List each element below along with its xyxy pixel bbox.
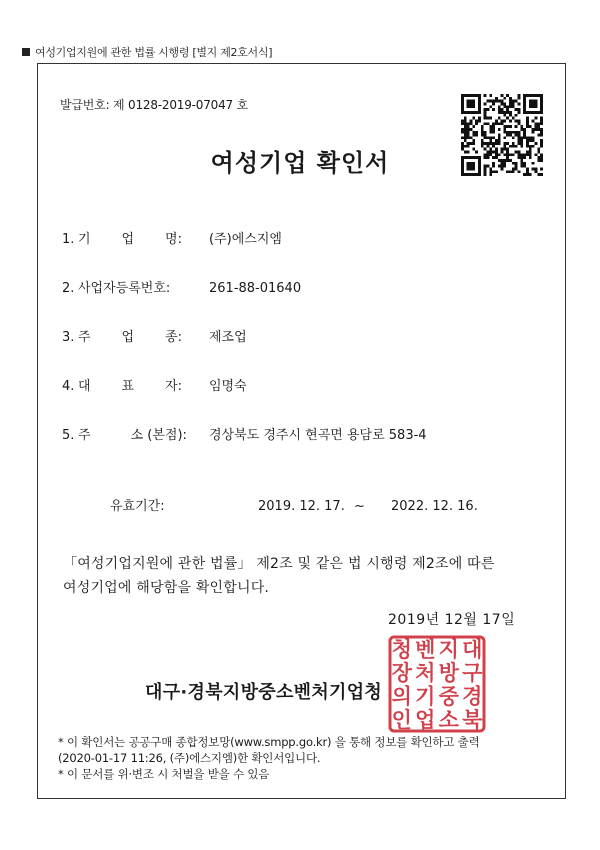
industry-value: 제조업 — [209, 330, 247, 345]
company-name-value: (주)에스지엠 — [209, 232, 282, 247]
issue-number: 발급번호: 제 0128-2019-07047 호 — [60, 98, 248, 112]
seal-char: 대 — [462, 637, 483, 662]
field-number: 1. — [62, 232, 75, 247]
seal-char: 벤 — [415, 637, 436, 662]
label-char: 명: — [165, 232, 182, 247]
seal-char: 방 — [438, 660, 459, 685]
label-char: 자: — [165, 379, 182, 394]
seal-char: 의 — [391, 684, 412, 709]
label-char: 대 — [78, 379, 91, 394]
seal-char: 북 — [462, 707, 483, 732]
label-char: 업 — [121, 232, 135, 247]
seal-char: 소 — [438, 707, 459, 732]
label-char: 주 — [78, 428, 91, 443]
seal-char: 경 — [462, 684, 483, 709]
label-text: 소 (본점): — [130, 428, 187, 443]
statement-line-2: 여성기업에 해당함을 확인합니다. — [63, 580, 270, 596]
address-value: 경상북도 경주시 현곡면 용담로 583-4 — [209, 428, 427, 443]
footer-notes — [58, 734, 558, 782]
field-number: 4. — [62, 379, 75, 394]
field-number: 5. — [62, 428, 75, 443]
field-label — [78, 426, 188, 446]
form-reference — [22, 44, 272, 60]
label-char: 표 — [121, 379, 135, 394]
label-char: 업 — [121, 330, 135, 345]
seal-char: 장 — [391, 660, 412, 685]
official-seal — [386, 633, 488, 735]
field-number: 2. — [62, 281, 75, 296]
issuer-name: 대구·경북지방중소벤처기업청 — [145, 682, 383, 703]
seal-char: 기 — [415, 684, 436, 709]
business-number-value: 261-88-01640 — [209, 281, 302, 296]
issue-date: 2019년 12월 17일 — [388, 612, 516, 628]
form-reference-text: 여성기업지원에 관한 법률 시행령 [별지 제2호서식] — [35, 46, 273, 59]
confirmation-statement — [63, 552, 543, 600]
representative-value: 임명숙 — [209, 379, 247, 394]
note-line-3: * 이 문서를 위·변조 시 처벌을 받을 수 있음 — [58, 767, 270, 781]
validity-end: 2022. 12. 16. — [391, 499, 478, 514]
validity-separator: ~ — [354, 499, 365, 514]
validity-label: 유효기간: — [110, 499, 165, 514]
field-label — [78, 328, 182, 348]
seal-char: 지 — [438, 637, 459, 662]
seal-char: 처 — [415, 660, 436, 685]
square-bullet-icon — [22, 48, 30, 56]
note-line-1: * 이 확인서는 공공구매 종합정보망(www.smpp.go.kr) 을 통해 정보를 확인하고 출력 — [58, 735, 480, 749]
field-number: 3. — [62, 330, 75, 345]
field-label: 사업자등록번호: — [78, 281, 171, 296]
field-label — [78, 230, 182, 250]
document-title: 여성기업 확인서 — [210, 149, 390, 177]
validity-start: 2019. 12. 17. — [258, 499, 345, 514]
seal-char: 인 — [391, 707, 412, 732]
statement-line-1: 「여성기업지원에 관한 법률」 제2조 및 같은 법 시행령 제2조에 따른 — [63, 556, 495, 572]
seal-char: 청 — [391, 637, 412, 662]
label-char: 종: — [165, 330, 182, 345]
label-char: 주 — [78, 330, 91, 345]
field-label — [78, 377, 182, 397]
note-line-2: (2020-01-17 11:26, (주)에스지엠)한 확인서입니다. — [58, 751, 321, 765]
seal-char: 구 — [462, 660, 483, 685]
seal-char: 업 — [415, 707, 436, 732]
label-char: 기 — [78, 232, 91, 247]
seal-char: 중 — [438, 684, 459, 709]
